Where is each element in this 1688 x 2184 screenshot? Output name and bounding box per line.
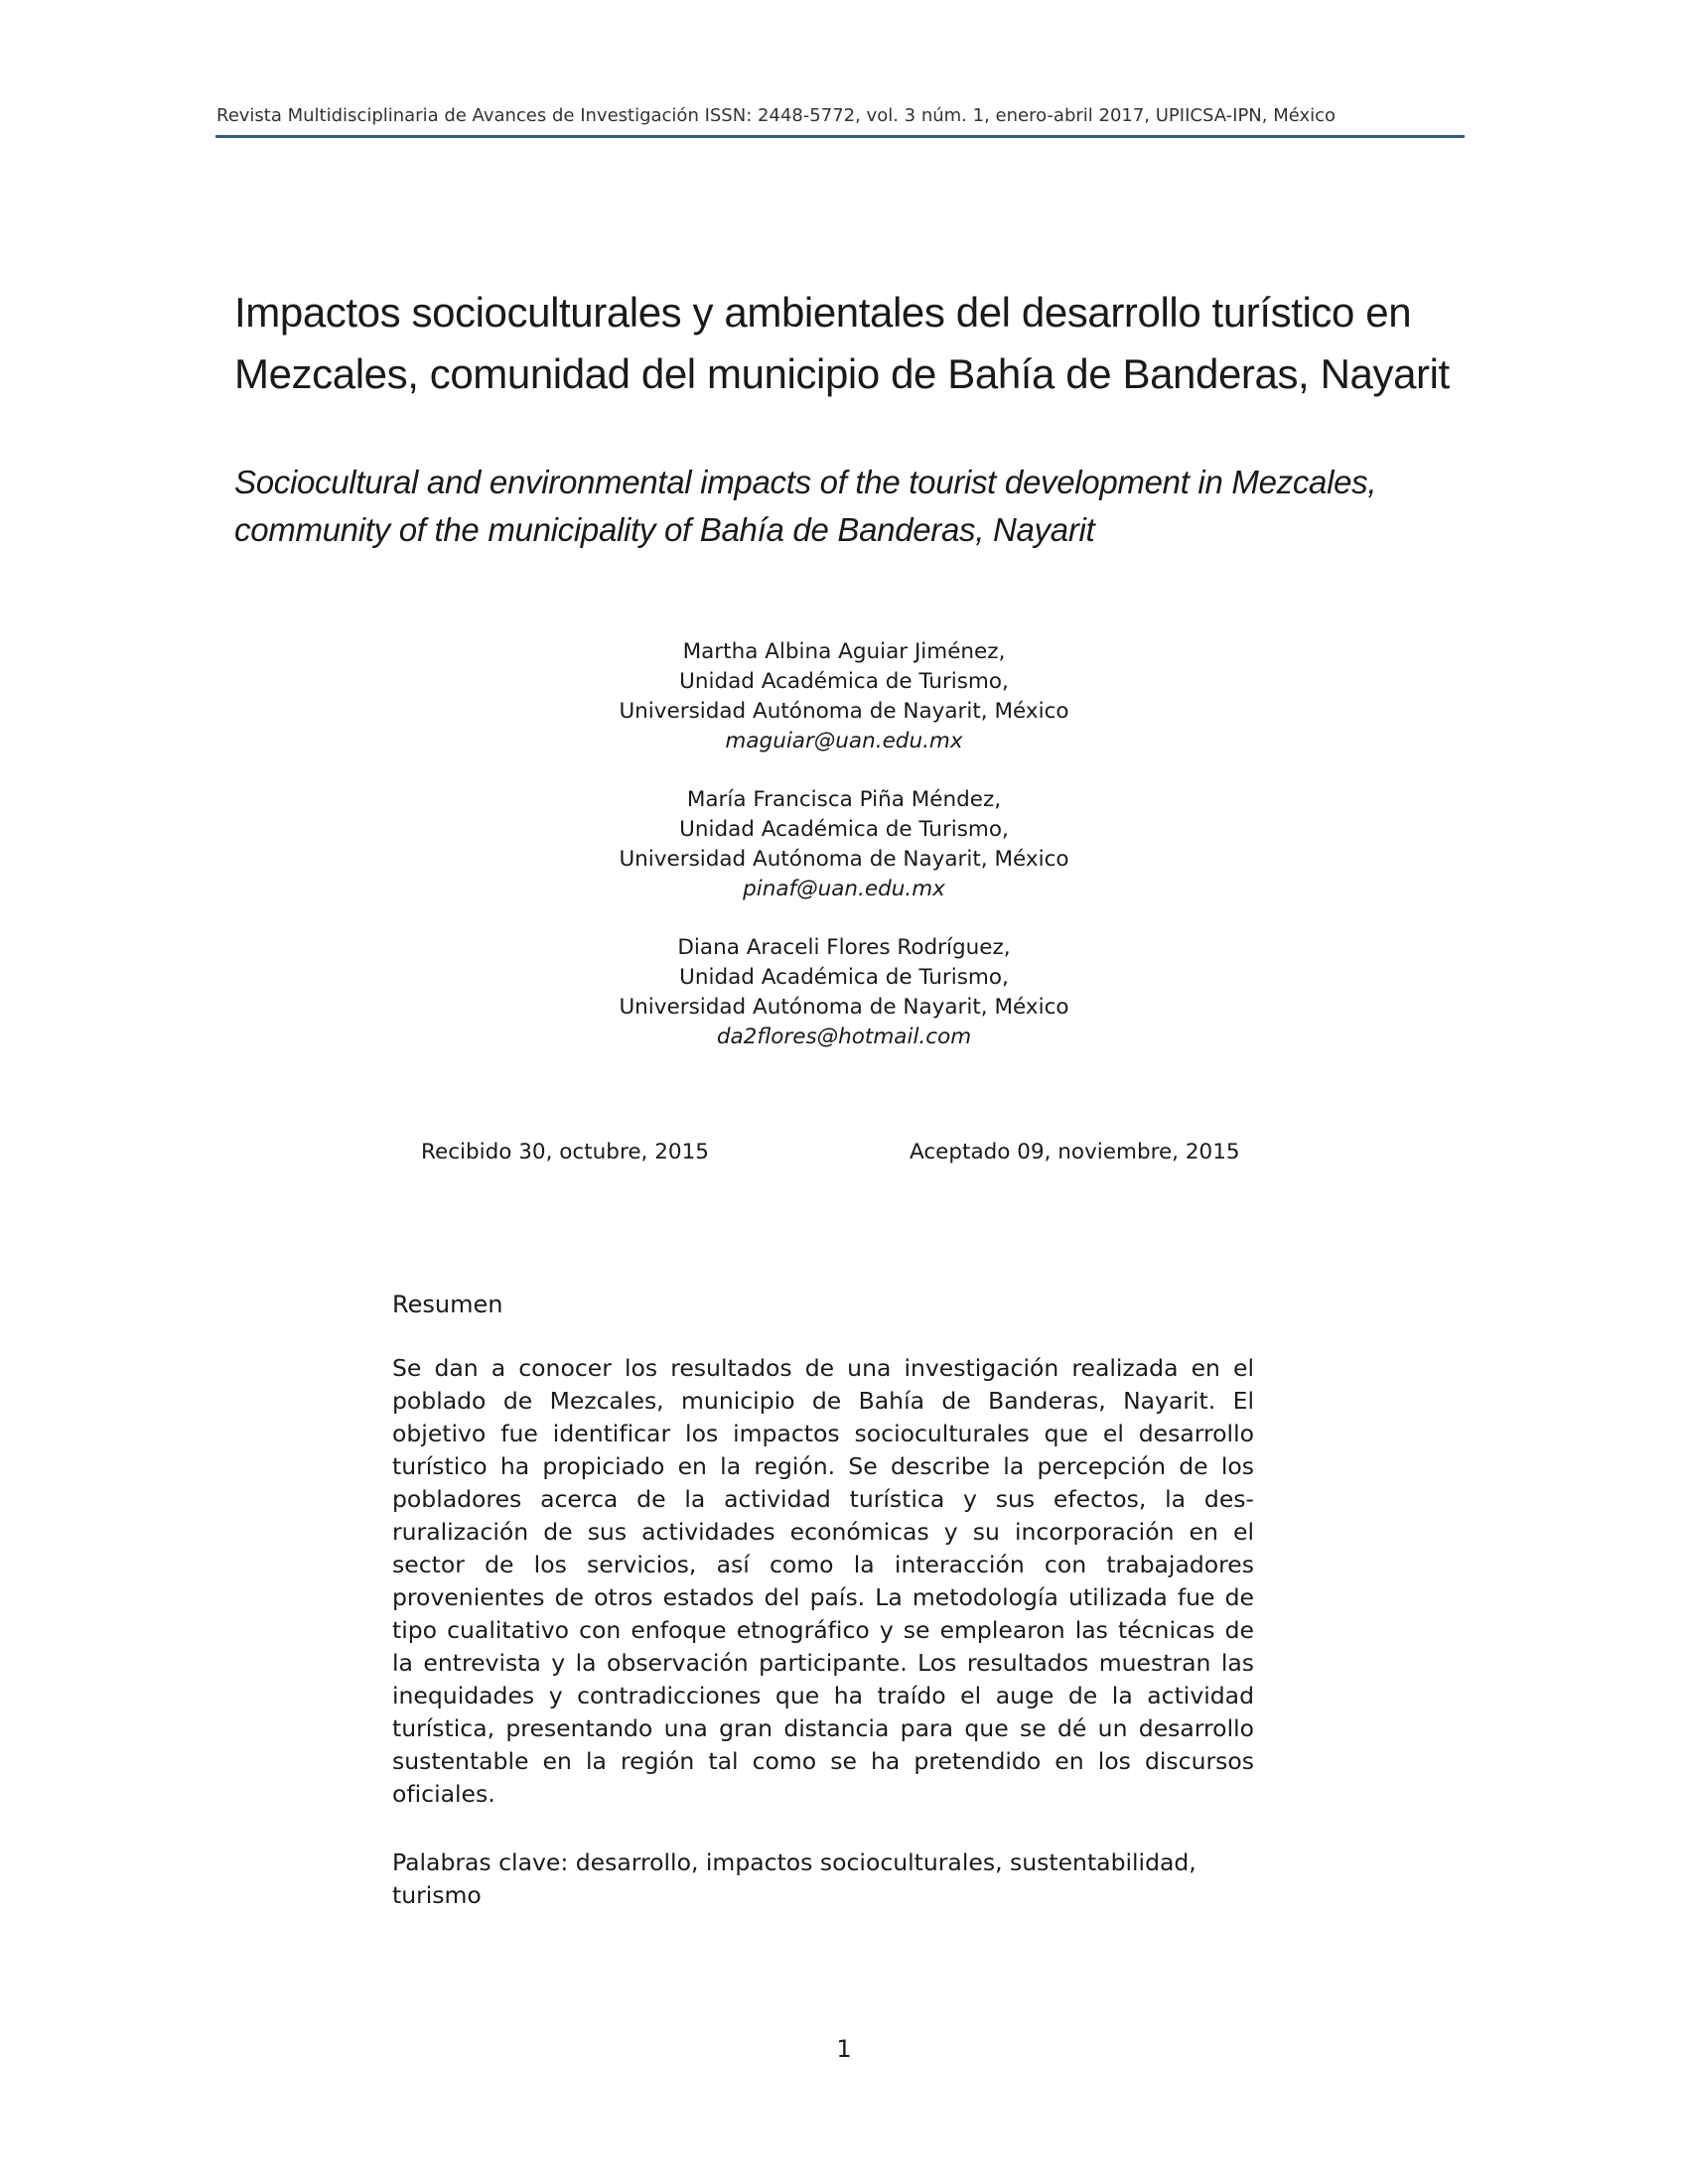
keywords: Palabras clave: desarrollo, impactos socioculturales, sustentabilidad, turismo bbox=[392, 1848, 1196, 1909]
header-rule bbox=[215, 135, 1465, 138]
author-block bbox=[496, 785, 1192, 904]
author-university: Universidad Autónoma de Nayarit, México bbox=[619, 847, 1069, 872]
author-unit: Unidad Académica de Turismo, bbox=[679, 965, 1009, 990]
author-email: pinaf@uan.edu.mx bbox=[743, 877, 945, 901]
author-email: da2flores@hotmail.com bbox=[716, 1024, 972, 1049]
author-list bbox=[496, 637, 1192, 1081]
author-name: Diana Araceli Flores Rodríguez, bbox=[677, 935, 1011, 960]
received-date: Recibido 30, octubre, 2015 bbox=[421, 1140, 709, 1164]
author-unit: Unidad Académica de Turismo, bbox=[679, 817, 1009, 842]
author-block bbox=[496, 637, 1192, 756]
title-english: Sociocultural and environmental impacts of the tourist development in Mezcales, community of the municipality of Bahía de Banderas, Nayarit bbox=[234, 464, 1377, 548]
author-name: María Francisca Piña Méndez, bbox=[686, 787, 1002, 812]
author-university: Universidad Autónoma de Nayarit, México bbox=[619, 699, 1069, 724]
abstract-body: Se dan a conocer los resultados de una investigación realizada en el poblado de Mezcales, municipio de Bahía de Banderas, Nayarit. El objetivo fue identificar los impactos socioculturales que el desarrollo turístico ha propiciado en la región. Se describe la percepción de los pobladores acerca de la actividad turística y sus efectos, la desruralización de sus actividades económicas y su incorporación en el sector de los servicios, así como la interacción con trabajadores provenientes de otros estados del país. La metodología utilizada fue de tipo cualitativo con enfoque etnográfico y se emplearon las técnicas de la entrevista y la observación participante. Los resultados muestran las inequidades y contradicciones que ha traído el auge de la actividad turística, presentando una gran distancia para que se dé un desarrollo sustentable en la región tal como se ha pretendido en los discursos oficiales. bbox=[392, 1354, 1254, 1808]
author-block bbox=[496, 933, 1192, 1052]
author-email: maguiar@uan.edu.mx bbox=[725, 729, 963, 753]
author-unit: Unidad Académica de Turismo, bbox=[679, 669, 1009, 694]
abstract-heading: Resumen bbox=[392, 1291, 503, 1318]
page-number: 1 bbox=[836, 2035, 852, 2063]
author-university: Universidad Autónoma de Nayarit, México bbox=[619, 995, 1069, 1020]
accepted-date: Aceptado 09, noviembre, 2015 bbox=[910, 1140, 1240, 1164]
author-name: Martha Albina Aguiar Jiménez, bbox=[682, 639, 1006, 664]
title-spanish: Impactos socioculturales y ambientales del desarrollo turístico en Mezcales, comunidad del municipio de Bahía de Banderas, Nayarit bbox=[234, 289, 1450, 397]
journal-running-header: Revista Multidisciplinaria de Avances de Investigación ISSN: 2448-5772, vol. 3 núm. 1, enero-abril 2017, UPIICSA-IPN, México bbox=[216, 105, 1336, 126]
